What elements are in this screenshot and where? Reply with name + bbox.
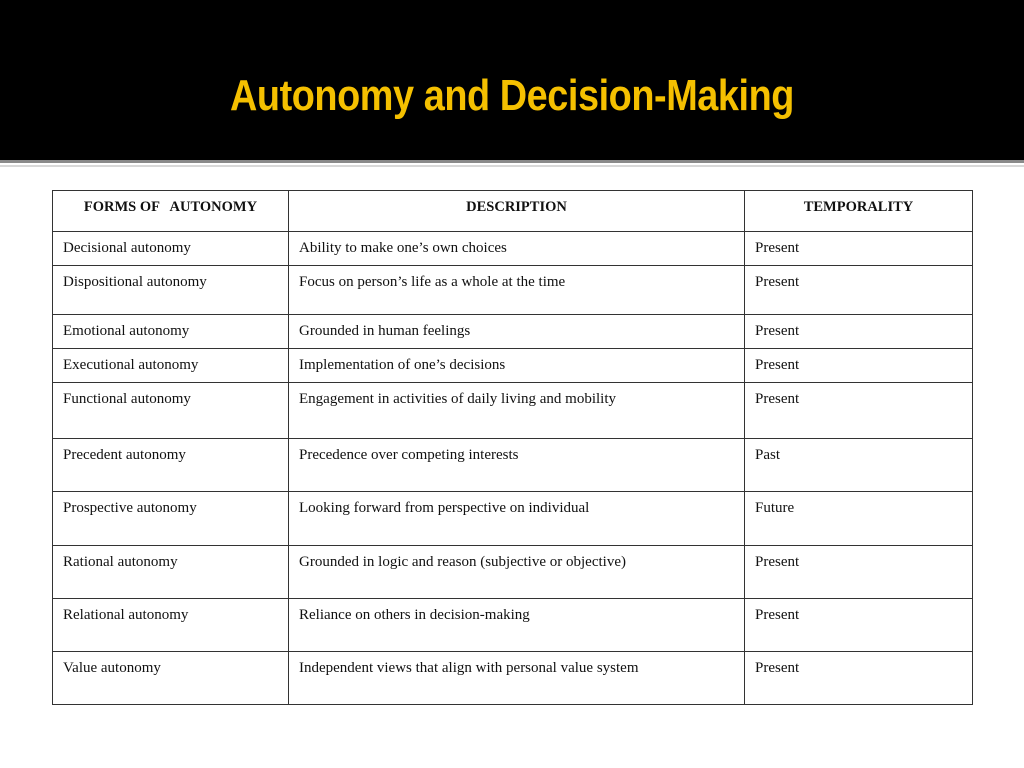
description-cell: Precedence over competing interests [289,439,745,492]
temporality-cell: Present [745,266,973,315]
form-cell: Functional autonomy [53,383,289,439]
table-row [53,349,973,383]
temporality-cell: Present [745,383,973,439]
description-cell: Implementation of one’s decisions [289,349,745,383]
temporality-cell: Past [745,439,973,492]
temporality-cell: Present [745,232,973,266]
table-header-row [53,191,973,232]
table-row [53,439,973,492]
form-cell: Precedent autonomy [53,439,289,492]
header-divider [0,160,1024,163]
temporality-cell: Present [745,652,973,705]
table-row [53,599,973,652]
form-cell: Executional autonomy [53,349,289,383]
description-cell: Independent views that align with personal value system [289,652,745,705]
description-cell: Focus on person’s life as a whole at the time [289,266,745,315]
column-header-temporality: TEMPORALITY [745,191,973,232]
temporality-cell: Present [745,599,973,652]
table-row [53,492,973,546]
temporality-cell: Future [745,492,973,546]
header-divider-shadow [0,165,1024,167]
table-row [53,652,973,705]
temporality-cell: Present [745,349,973,383]
form-cell: Value autonomy [53,652,289,705]
description-cell: Looking forward from perspective on individual [289,492,745,546]
column-header-forms: FORMS OF AUTONOMY [53,191,289,232]
form-cell: Decisional autonomy [53,232,289,266]
form-cell: Prospective autonomy [53,492,289,546]
description-cell: Grounded in logic and reason (subjective or objective) [289,546,745,599]
description-cell: Ability to make one’s own choices [289,232,745,266]
temporality-cell: Present [745,546,973,599]
description-cell: Engagement in activities of daily living and mobility [289,383,745,439]
table-row [53,546,973,599]
description-cell: Reliance on others in decision-making [289,599,745,652]
table-row [53,266,973,315]
column-header-description: DESCRIPTION [289,191,745,232]
table-row [53,383,973,439]
table-row [53,232,973,266]
form-cell: Relational autonomy [53,599,289,652]
autonomy-table [52,190,973,705]
slide-header [0,0,1024,160]
temporality-cell: Present [745,315,973,349]
description-cell: Grounded in human feelings [289,315,745,349]
form-cell: Rational autonomy [53,546,289,599]
slide-title: Autonomy and Decision-Making [229,71,794,120]
table-row [53,315,973,349]
form-cell: Dispositional autonomy [53,266,289,315]
form-cell: Emotional autonomy [53,315,289,349]
